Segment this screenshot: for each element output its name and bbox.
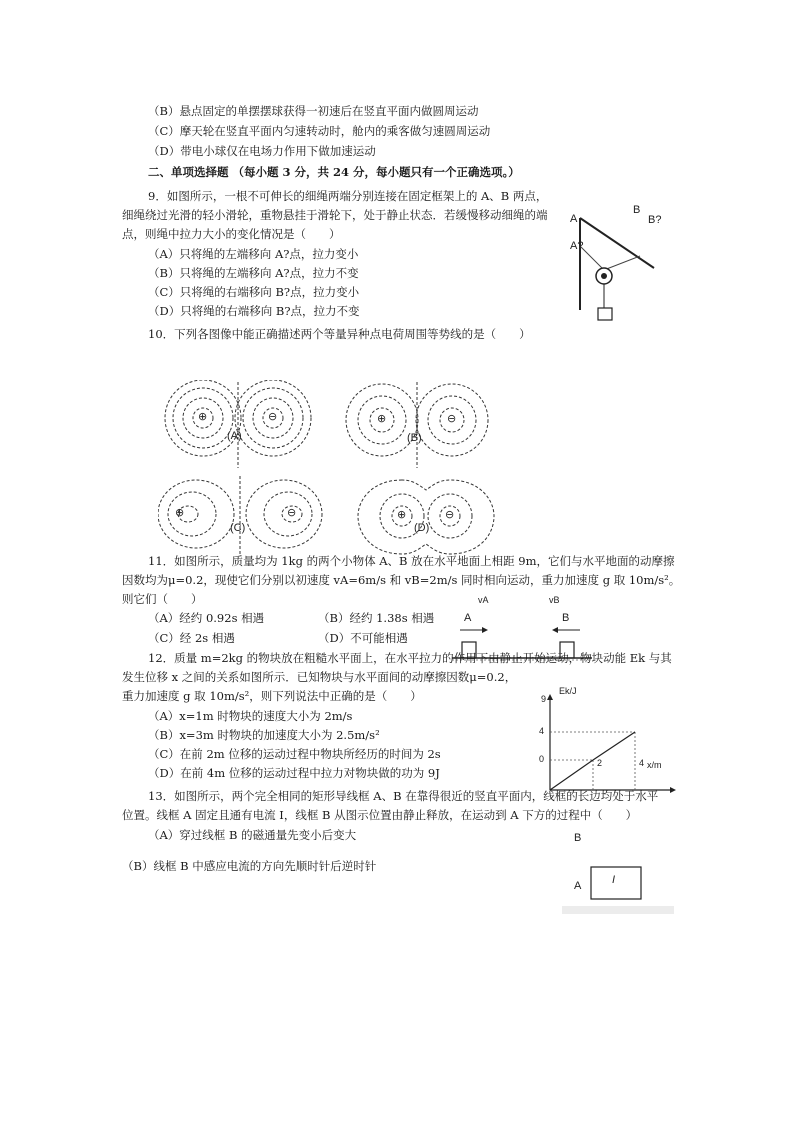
- q9-label-a: A: [570, 213, 578, 225]
- q9-stem-line1: 9．如图所示，一根不可伸长的细绳两端分别连接在固定框架上的 A、B 两点，: [148, 189, 548, 203]
- q12-option-c: （C）在前 2m 位移的运动过程中物块所经历的时间为 2s: [148, 747, 441, 761]
- q12-ek-x-graph: [535, 686, 685, 800]
- q12-graph-ylabel: Ek/J: [559, 686, 577, 696]
- q13-option-a: （A）穿过线框 B 的磁通量先变小后变大: [148, 828, 357, 842]
- q13-label-b: B: [574, 832, 582, 844]
- q9-stem-line3: 点，则绳中拉力大小的变化情况是（ ）: [122, 227, 341, 241]
- q13-label-current: I: [612, 874, 616, 886]
- q12-graph-x-a: 2: [597, 758, 603, 768]
- q10-label-a: (A): [227, 430, 242, 442]
- q10-figure-c: [158, 470, 328, 560]
- section-title: 二、单项选择题 （每小题 3 分，共 24 分，每小题只有一个正确选项。）: [148, 165, 520, 179]
- q10-d-plus: ⊕: [397, 509, 407, 521]
- q12-stem-line1: 12．质量 m=2kg 的物块放在粗糙水平面上，在水平拉力的作用下由静止开始运动，物块动能 Ek 与其: [148, 651, 672, 665]
- option-b-pendulum: （B）悬点固定的单摆摆球获得一初速后在竖直平面内做圆周运动: [148, 104, 479, 118]
- q12-graph-origin: 0: [539, 754, 545, 764]
- q13-stem-line1: 13．如图所示，两个完全相同的矩形导线框 A、B 在靠得很近的竖直平面内，线框的长边均处于水平: [148, 789, 659, 803]
- q9-label-a2: A?: [570, 240, 584, 252]
- q9-label-b: B: [633, 204, 641, 216]
- q12-stem-line3: 重力加速度 g 取 10m/s²，则下列说法中正确的是（ ）: [122, 689, 422, 703]
- q12-graph-xlabel: x/m: [647, 760, 662, 770]
- q11-option-c: （C）经 2s 相遇: [148, 631, 235, 645]
- option-c-ferris-wheel: （C）摩天轮在竖直平面内匀速转动时，舱内的乘客做匀速圆周运动: [148, 124, 491, 138]
- q11-label-b: B: [562, 612, 570, 624]
- q12-graph-y-top: 9: [541, 694, 547, 704]
- q10-b-plus: ⊕: [377, 413, 387, 425]
- q9-stem-line2: 细绳绕过光滑的轻小滑轮，重物悬挂于滑轮下，处于静止状态．若缓慢移动细绳的端: [122, 208, 548, 222]
- q13-option-b: （B）线框 B 中感应电流的方向先顺时针后逆时针: [122, 859, 377, 873]
- q11-option-d: （D）不可能相遇: [318, 631, 408, 645]
- q13-frame-a: [590, 866, 642, 900]
- q13-label-a: A: [574, 880, 582, 892]
- q10-a-plus: ⊕: [198, 411, 208, 423]
- q10-c-plus: ⊕: [175, 507, 185, 519]
- q11-label-va: vA: [478, 595, 489, 605]
- q10-figure-a: [158, 380, 318, 470]
- q12-option-d: （D）在前 4m 位移的运动过程中拉力对物块做的功为 9J: [148, 766, 440, 780]
- q11-label-vb: vB: [549, 595, 560, 605]
- q9-option-a: （A）只将绳的左端移向 A?点，拉力变小: [148, 247, 359, 261]
- q12-option-b: （B）x=3m 时物块的加速度大小为 2.5m/s²: [148, 728, 380, 742]
- q10-a-minus: ⊖: [268, 411, 278, 423]
- q10-figure-d: [352, 470, 502, 560]
- q10-figure-b: [340, 380, 500, 470]
- q12-graph-y-mid: 4: [539, 726, 545, 736]
- q9-option-c: （C）只将绳的右端移向 B?点，拉力变小: [148, 285, 360, 299]
- q11-stem-line1: 11．如图所示，质量均为 1kg 的两个小物体 A、B 放在水平地面上相距 9m，它们与水平地面的动摩擦: [148, 554, 675, 568]
- q9-option-d: （D）只将绳的右端移向 B?点，拉力不变: [148, 304, 360, 318]
- q12-graph-x-b: 4: [639, 758, 645, 768]
- q10-b-minus: ⊖: [447, 413, 457, 425]
- q10-c-minus: ⊖: [287, 507, 297, 519]
- q12-stem-line2: 发生位移 x 之间的关系如图所示．已知物块与水平面间的动摩擦因数μ=0.2，: [122, 670, 517, 684]
- q11-label-a: A: [464, 612, 472, 624]
- q13-scan-shadow: [562, 906, 674, 914]
- q12-option-a: （A）x=1m 时物块的速度大小为 2m/s: [148, 709, 353, 723]
- q11-stem-line2: 因数均为μ=0.2，现使它们分别以初速度 vA=6m/s 和 vB=2m/s 同时相向运动，重力加速度 g 取 10m/s²。: [122, 573, 681, 587]
- q10-label-c: (C): [230, 522, 246, 534]
- q9-label-b2: B?: [648, 214, 662, 226]
- q11-stem-line3: 则它们（ ）: [122, 592, 203, 606]
- q10-d-minus: ⊖: [445, 509, 455, 521]
- q13-stem-line2: 位置。线框 A 固定且通有电流 I，线框 B 从图示位置由静止释放，在运动到 A 下方的过程中（ ）: [122, 808, 638, 822]
- option-d-charged-ball: （D）带电小球仅在电场力作用下做加速运动: [148, 144, 376, 158]
- q10-stem: 10．下列各图像中能正确描述两个等量异种点电荷周围等势线的是（ ）: [148, 327, 531, 341]
- q11-option-b: （B）经约 1.38s 相遇: [318, 611, 435, 625]
- q9-option-b: （B）只将绳的左端移向 A?点，拉力不变: [148, 266, 359, 280]
- q11-option-a: （A）经约 0.92s 相遇: [148, 611, 265, 625]
- q10-label-d: (D): [414, 522, 430, 534]
- q10-label-b: (B): [407, 432, 422, 444]
